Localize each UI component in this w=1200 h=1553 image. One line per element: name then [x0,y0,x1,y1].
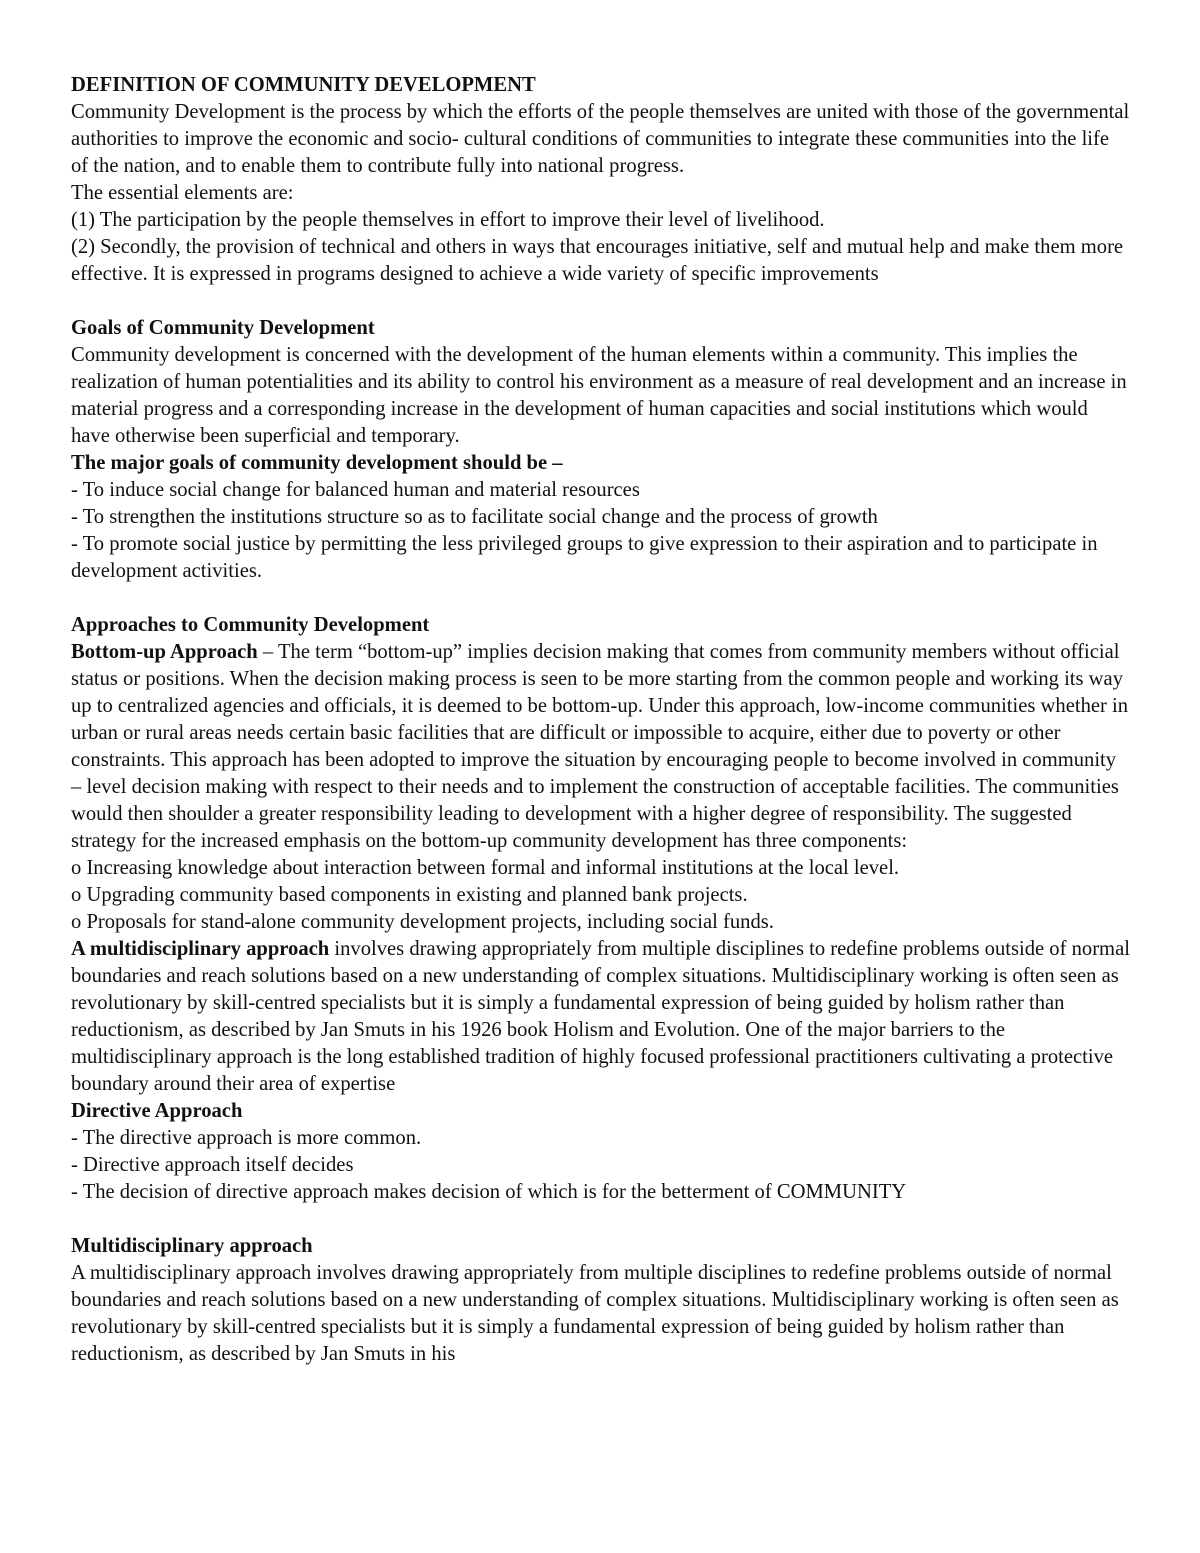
component-item-2: o Upgrading community based components in existing and planned bank projects. [71,884,748,906]
multidisciplinary-heading: Multidisciplinary approach [71,1235,313,1257]
directive-item-2: - Directive approach itself decides [71,1154,354,1176]
section-spacer [71,585,1131,612]
section-spacer [71,1206,1131,1233]
multidisciplinary-paragraph [71,936,1131,1098]
component-item-3: o Proposals for stand-alone community development projects, including social funds. [71,911,774,933]
section-spacer [71,288,1131,315]
goals-paragraph: Community development is concerned with the development of the human elements within a community. This implies the realization of human potentialities and its ability to control his environment as a measure of real development and an increase in material progress and a corresponding increase in the development of human capacities and social institutions which would have otherwise been superficial and temporary. [71,344,1127,447]
multidisciplinary-section-paragraph: A multidisciplinary approach involves drawing appropriately from multiple disciplines to redefine problems outside of normal boundaries and reach solutions based on a new understanding of complex situations. Multidisciplinary working is often seen as revolutionary by skill-centred specialists but it is simply a fundamental expression of being guided by holism rather than reductionism, as described by Jan Smuts in his [71,1262,1119,1365]
document-page [71,72,1131,1368]
directive-heading: Directive Approach [71,1100,243,1122]
goals-heading: Goals of Community Development [71,317,375,339]
goal-item-3: - To promote social justice by permitting the less privileged groups to give expression to their aspiration and to participate in development activities. [71,533,1098,582]
bottom-up-body: – The term “bottom-up” implies decision making that comes from community members without official status or positions. When the decision making process is seen to be more starting from the common people and working its way up to centralized agencies and officials, it is deemed to be bottom-up. Under this approach, low-income communities whether in urban or rural areas needs certain basic facilities that are difficult or impossible to acquire, either due to poverty or other constraints. This approach has been adopted to improve the situation by encouraging people to become involved in community – level decision making with respect to their needs and to implement the construction of acceptable facilities. The communities would then shoulder a greater responsibility leading to development with a higher degree of responsibility. The suggested strategy for the increased emphasis on the bottom-up community development has three components: [71,641,1129,852]
element-item-2: (2) Secondly, the provision of technical and others in ways that encourages initiative, self and mutual help and make them more effective. It is expressed in programs designed to achieve a wide variety of specific improvements [71,236,1124,285]
component-item-1: o Increasing knowledge about interaction between formal and informal institutions at the local level. [71,857,900,879]
bottom-up-paragraph [71,639,1131,855]
definition-paragraph: Community Development is the process by which the efforts of the people themselves are united with those of the governmental authorities to improve the economic and socio- cultural conditions of communities to integrate these communities into the life of the nation, and to enable them to contribute fully into national progress. [71,101,1130,177]
bottom-up-label: Bottom-up Approach [71,641,258,663]
definition-heading: DEFINITION OF COMMUNITY DEVELOPMENT [71,74,536,96]
element-item-1: (1) The participation by the people themselves in effort to improve their level of livelihood. [71,209,825,231]
multidisciplinary-label: A multidisciplinary approach [71,938,330,960]
approaches-heading: Approaches to Community Development [71,614,430,636]
elements-intro: The essential elements are: [71,182,294,204]
major-goals-heading: The major goals of community development should be – [71,452,563,474]
goal-item-2: - To strengthen the institutions structure so as to facilitate social change and the process of growth [71,506,878,528]
multidisciplinary-body: involves drawing appropriately from multiple disciplines to redefine problems outside of normal boundaries and reach solutions based on a new understanding of complex situations. Multidisciplinary working is often seen as revolutionary by skill-centred specialists but it is simply a fundamental expression of being guided by holism rather than reductionism, as described by Jan Smuts in his 1926 book Holism and Evolution. One of the major barriers to the multidisciplinary approach is the long established tradition of highly focused professional practitioners cultivating a protective boundary around their area of expertise [71,938,1130,1095]
directive-item-1: - The directive approach is more common. [71,1127,422,1149]
goal-item-1: - To induce social change for balanced human and material resources [71,479,640,501]
directive-item-3: - The decision of directive approach makes decision of which is for the betterment of COMMUNITY [71,1181,907,1203]
